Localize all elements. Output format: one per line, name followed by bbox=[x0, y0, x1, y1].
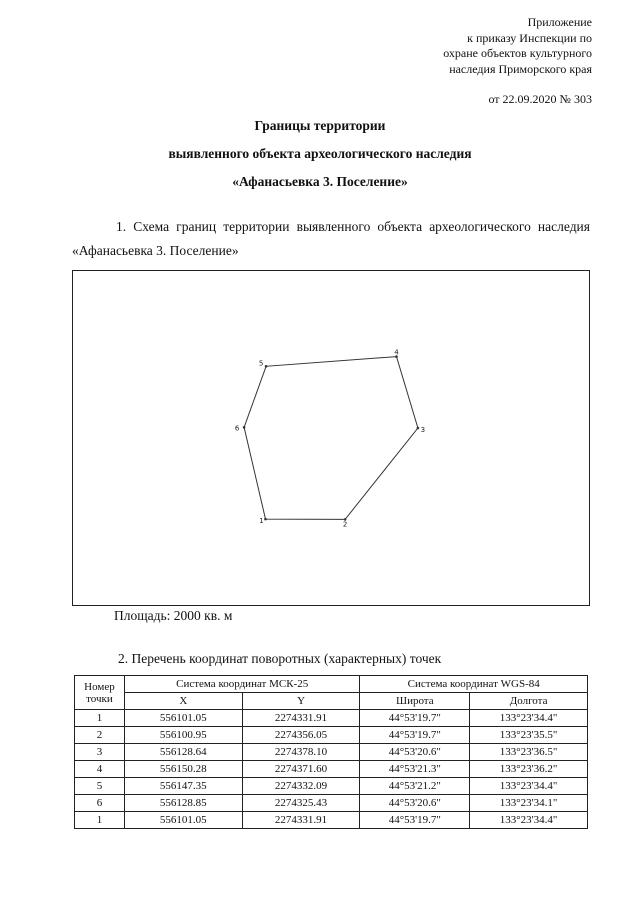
document-title-line-3: «Афанасьевка 3. Поселение» bbox=[232, 174, 408, 189]
header-y: Y bbox=[242, 693, 360, 710]
table-row bbox=[75, 744, 588, 761]
cell-point-number: 1 bbox=[75, 710, 125, 727]
cell-longitude: 133°23'36.2" bbox=[470, 761, 588, 778]
cell-x: 556100.95 bbox=[124, 727, 242, 744]
cell-x: 556128.64 bbox=[124, 744, 242, 761]
header-x: X bbox=[124, 693, 242, 710]
boundary-scheme bbox=[73, 271, 589, 605]
cell-latitude: 44°53'19.7" bbox=[360, 812, 470, 829]
boundary-point-label: 4 bbox=[394, 348, 399, 357]
table-row bbox=[75, 710, 588, 727]
table-header-row bbox=[75, 676, 588, 693]
section-1-text: Схема границ территории выявленного объекта археологического наследия «Афанасьевка 3. Поселение» bbox=[72, 219, 590, 258]
boundary-points bbox=[235, 349, 425, 529]
document-title-line-1: Границы территории bbox=[254, 118, 386, 133]
cell-longitude: 133°23'34.1" bbox=[470, 795, 588, 812]
cell-point-number: 3 bbox=[75, 744, 125, 761]
boundary-point-label: 1 bbox=[259, 517, 264, 526]
boundary-point-label: 2 bbox=[342, 520, 348, 529]
appendix-line: охране объектов культурного bbox=[443, 46, 592, 60]
header-wgs84: Система координат WGS-84 bbox=[360, 676, 588, 693]
boundary-point-label: 3 bbox=[420, 426, 426, 435]
table-subheader-row bbox=[75, 693, 588, 710]
cell-point-number: 6 bbox=[75, 795, 125, 812]
appendix-line: Приложение bbox=[527, 15, 592, 29]
cell-latitude: 44°53'20.6" bbox=[360, 744, 470, 761]
appendix-line: к приказу Инспекции по bbox=[467, 30, 592, 45]
cell-latitude: 44°53'19.7" bbox=[360, 727, 470, 744]
cell-x: 556150.28 bbox=[124, 761, 242, 778]
table-row bbox=[75, 812, 588, 829]
cell-point-number: 2 bbox=[75, 727, 125, 744]
cell-longitude: 133°23'34.4" bbox=[470, 778, 588, 795]
header-msk25: Система координат МСК-25 bbox=[124, 676, 359, 693]
cell-x: 556101.05 bbox=[124, 710, 242, 727]
section-1-number: 1. bbox=[116, 219, 127, 234]
cell-x: 556147.35 bbox=[124, 778, 242, 795]
cell-latitude: 44°53'20.6" bbox=[360, 795, 470, 812]
boundary-polygon bbox=[244, 357, 418, 520]
section-2-title: 2. Перечень координат поворотных (характерных) точек bbox=[118, 651, 442, 666]
cell-longitude: 133°23'36.5" bbox=[470, 744, 588, 761]
boundary-point-3 bbox=[417, 427, 420, 430]
document-title-line-2: выявленного объекта археологического наследия bbox=[168, 146, 472, 161]
cell-x: 556101.05 bbox=[124, 812, 242, 829]
boundary-point-1 bbox=[264, 518, 267, 521]
cell-y: 2274332.09 bbox=[242, 778, 360, 795]
area-text: Площадь: 2000 кв. м bbox=[114, 608, 233, 623]
header-longitude: Долгота bbox=[470, 693, 588, 710]
boundary-point-label: 5 bbox=[258, 359, 264, 368]
cell-point-number: 1 bbox=[75, 812, 125, 829]
cell-longitude: 133°23'35.5" bbox=[470, 727, 588, 744]
table-row bbox=[75, 778, 588, 795]
cell-latitude: 44°53'21.3" bbox=[360, 761, 470, 778]
order-date: от 22.09.2020 № 303 bbox=[488, 92, 592, 106]
header-point-number: Номер точки bbox=[75, 676, 125, 710]
boundary-point-5 bbox=[265, 365, 268, 368]
table-row bbox=[75, 761, 588, 778]
table-row bbox=[75, 795, 588, 812]
cell-y: 2274331.91 bbox=[242, 812, 360, 829]
appendix-block bbox=[443, 15, 592, 77]
header-latitude: Широта bbox=[360, 693, 470, 710]
cell-latitude: 44°53'19.7" bbox=[360, 710, 470, 727]
coordinates-table bbox=[74, 675, 588, 829]
cell-y: 2274325.43 bbox=[242, 795, 360, 812]
table-row bbox=[75, 727, 588, 744]
cell-y: 2274331.91 bbox=[242, 710, 360, 727]
cell-point-number: 4 bbox=[75, 761, 125, 778]
cell-longitude: 133°23'34.4" bbox=[470, 710, 588, 727]
section-1-paragraph bbox=[72, 215, 590, 263]
boundary-point-label: 6 bbox=[234, 424, 240, 433]
cell-y: 2274371.60 bbox=[242, 761, 360, 778]
cell-longitude: 133°23'34.4" bbox=[470, 812, 588, 829]
cell-point-number: 5 bbox=[75, 778, 125, 795]
cell-latitude: 44°53'21.2" bbox=[360, 778, 470, 795]
boundary-scheme-frame bbox=[72, 270, 590, 606]
cell-y: 2274356.05 bbox=[242, 727, 360, 744]
cell-x: 556128.85 bbox=[124, 795, 242, 812]
boundary-point-6 bbox=[243, 426, 246, 429]
cell-y: 2274378.10 bbox=[242, 744, 360, 761]
appendix-line: наследия Приморского края bbox=[449, 61, 592, 76]
